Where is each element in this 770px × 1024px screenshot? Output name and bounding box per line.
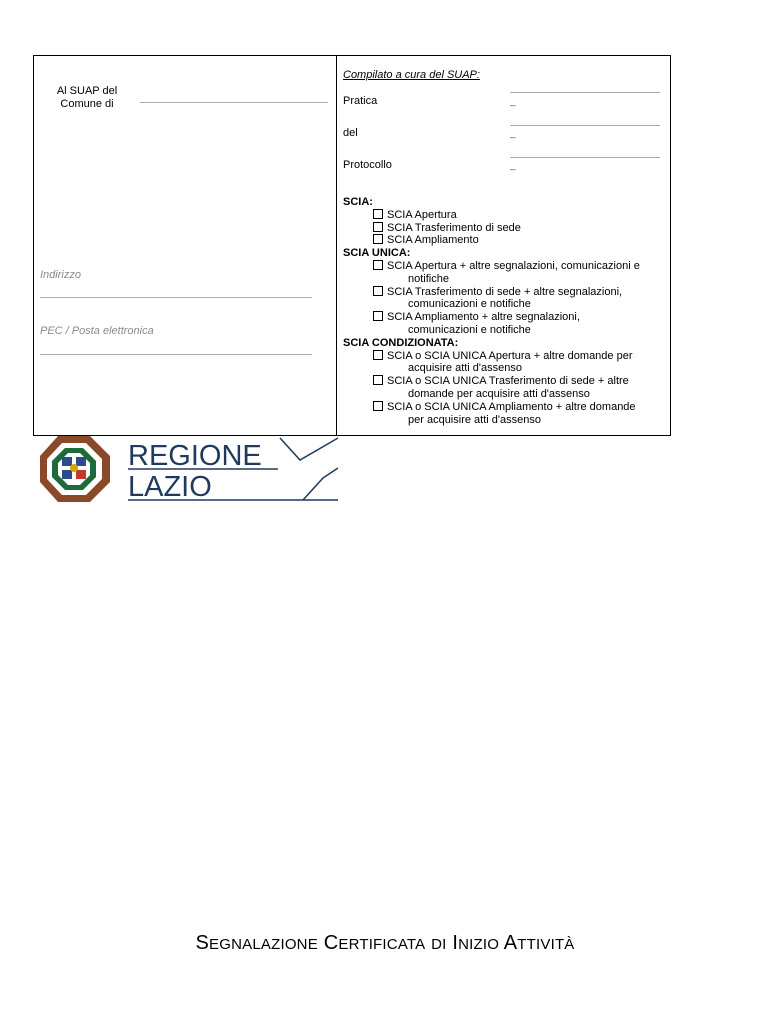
- pratica-dash: _: [510, 96, 516, 107]
- document-title: SEGNALAZIONE CERTIFICATA DI INIZIO ATTIVITÀ: [195, 932, 575, 954]
- checkbox-icon[interactable]: [373, 209, 383, 219]
- option-continuation: notifiche: [408, 272, 449, 285]
- checkbox-icon[interactable]: [373, 286, 383, 296]
- logo-line1: REGIONE: [128, 440, 262, 472]
- scia-unica-ampliamento-option[interactable]: SCIA Ampliamento + altre segnalazioni,: [343, 311, 665, 324]
- option-continuation: acquisire atti d'assenso: [408, 362, 522, 375]
- protocollo-field-line[interactable]: [510, 157, 660, 158]
- pratica-label: Pratica: [343, 95, 378, 107]
- option-continuation: comunicazioni e notifiche: [408, 323, 531, 336]
- checkbox-icon[interactable]: [373, 311, 383, 321]
- suap-line1: Al SUAP del: [56, 85, 118, 97]
- scia-ampliamento-option[interactable]: SCIA Ampliamento: [343, 234, 665, 247]
- right-column: [337, 56, 671, 435]
- scia-unica-trasferimento-option[interactable]: SCIA Trasferimento di sede + altre segnalazioni,: [343, 286, 665, 299]
- scia-unica-apertura-option[interactable]: SCIA Apertura + altre segnalazioni, comunicazioni e: [343, 260, 665, 273]
- left-column: [34, 56, 336, 435]
- indirizzo-label: Indirizzo: [40, 269, 81, 281]
- region-emblem-icon: [40, 436, 110, 502]
- scia-apertura-option[interactable]: SCIA Apertura: [343, 209, 665, 222]
- regione-lazio-logo: [38, 432, 348, 504]
- scia-condizionata-heading: SCIA CONDIZIONATA:: [343, 336, 459, 349]
- suap-label: [52, 85, 122, 111]
- compilato-label: Compilato a cura del SUAP:: [343, 69, 480, 81]
- scia-cond-apertura-option[interactable]: SCIA o SCIA UNICA Apertura + altre domande per: [343, 350, 665, 363]
- scia-cond-ampliamento-option[interactable]: SCIA o SCIA UNICA Ampliamento + altre domande: [343, 401, 665, 414]
- suap-line2: Comune di: [60, 98, 114, 110]
- indirizzo-field-line[interactable]: [40, 297, 312, 298]
- scia-heading: SCIA:: [343, 196, 373, 208]
- pec-field-line[interactable]: [40, 354, 312, 355]
- option-continuation: domande per acquisire atti d'assenso: [408, 387, 590, 400]
- pec-label: PEC / Posta elettronica: [40, 325, 154, 337]
- del-field-line[interactable]: [510, 125, 660, 126]
- form-header-box: [33, 55, 671, 436]
- pratica-field-line[interactable]: [510, 92, 660, 93]
- checkbox-icon[interactable]: [373, 375, 383, 385]
- checkbox-icon[interactable]: [373, 260, 383, 270]
- checkbox-icon[interactable]: [373, 222, 383, 232]
- del-label: del: [343, 127, 358, 139]
- scia-cond-trasferimento-option[interactable]: SCIA o SCIA UNICA Trasferimento di sede + altre: [343, 375, 665, 388]
- checkbox-icon[interactable]: [373, 401, 383, 411]
- checkbox-icon[interactable]: [373, 350, 383, 360]
- scia-options: [343, 196, 665, 426]
- logo-line2: LAZIO: [128, 471, 212, 503]
- comune-field-line[interactable]: [140, 102, 328, 103]
- option-continuation: comunicazioni e notifiche: [408, 298, 531, 311]
- option-continuation: per acquisire atti d'assenso: [408, 413, 541, 426]
- del-dash: _: [510, 128, 516, 139]
- checkbox-icon[interactable]: [373, 234, 383, 244]
- scia-unica-heading: SCIA UNICA:: [343, 247, 411, 260]
- protocollo-label: Protocollo: [343, 159, 392, 171]
- scia-trasferimento-option[interactable]: SCIA Trasferimento di sede: [343, 222, 665, 235]
- protocollo-dash: _: [510, 160, 516, 171]
